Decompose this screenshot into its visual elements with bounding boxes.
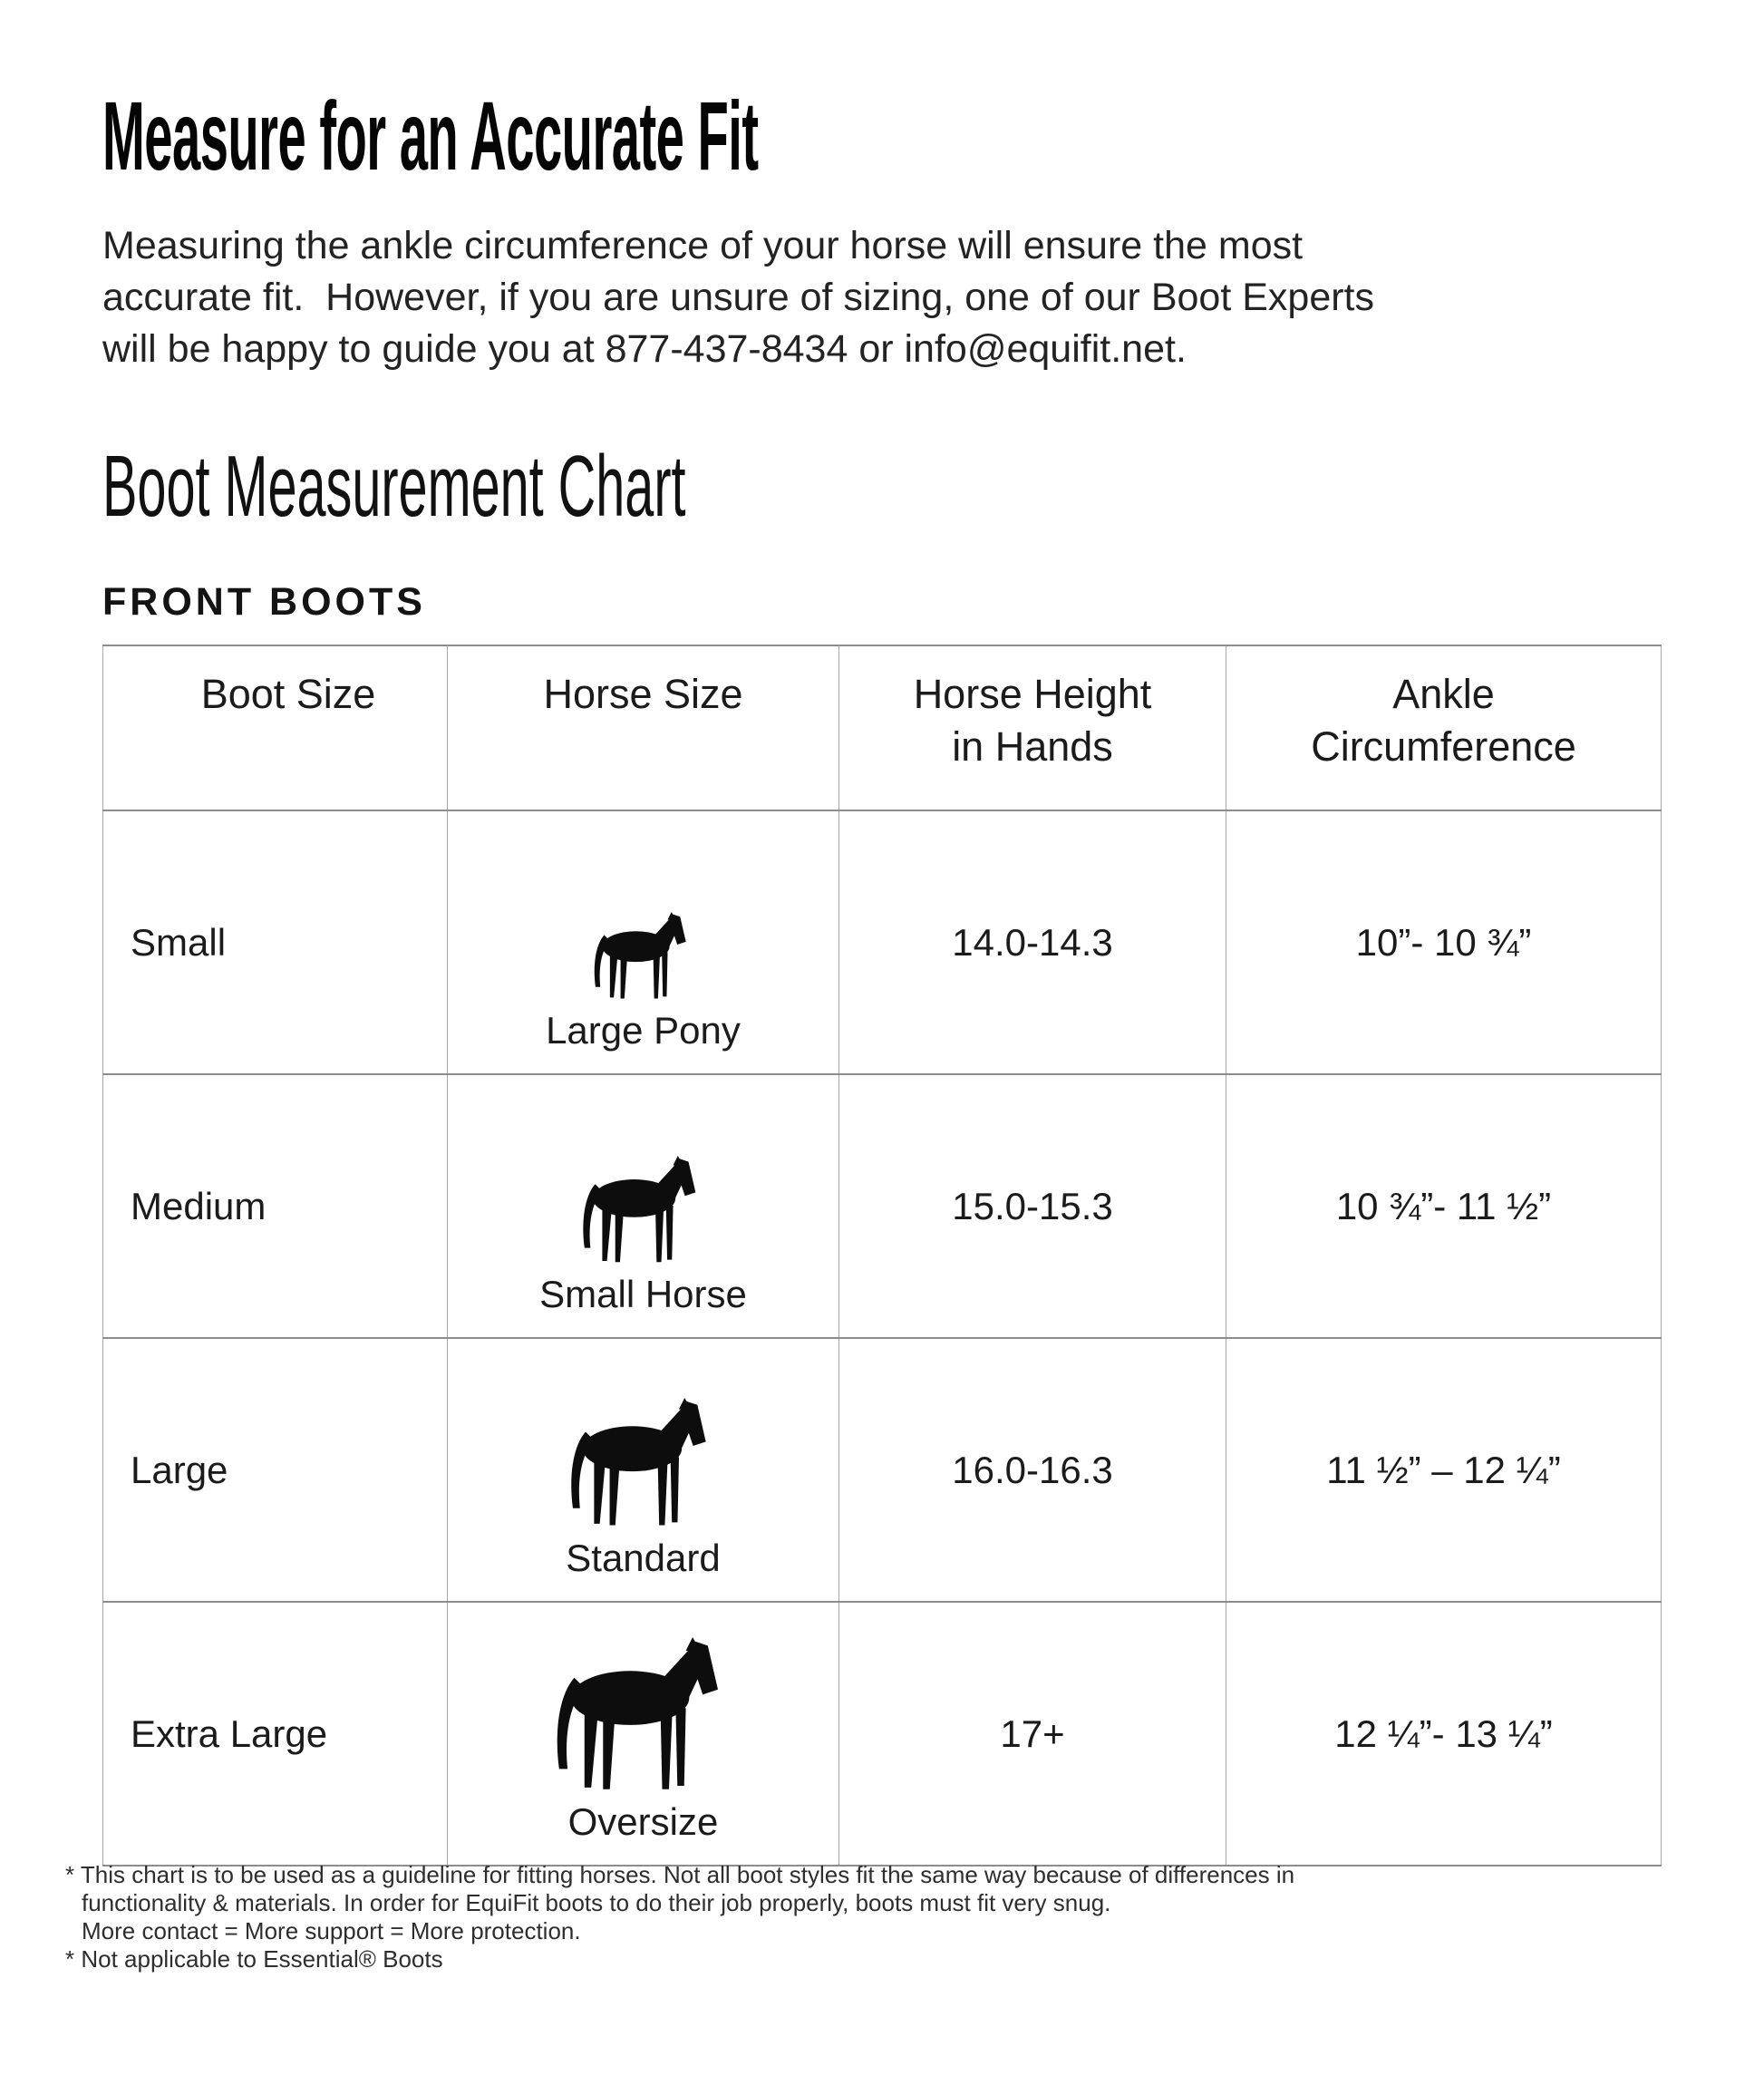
header-line: Horse Size [543, 671, 743, 717]
column-header-boot-size [103, 645, 448, 810]
horse-size-cell [448, 1074, 839, 1338]
horse-silhouette-icon [532, 1637, 755, 1792]
horse-size-label: Oversize [567, 1800, 719, 1843]
header-line: Ankle [1392, 671, 1495, 717]
ankle-circumference-cell: 10”- 10 ¾” [1226, 810, 1662, 1074]
table-row-medium [103, 1074, 1662, 1338]
horse-size-cell [448, 1602, 839, 1866]
page-title-text: Measure for an Accurate Fit [102, 81, 759, 190]
boot-size-cell: Medium [103, 1074, 448, 1338]
footnote-line: functionality & materials. In order for EquiFit boots to do their job properly, boots must fit very snug. [82, 1889, 1111, 1916]
horse-height-cell: 14.0-14.3 [839, 810, 1226, 1074]
horse-size-label: Large Pony [546, 1009, 741, 1052]
horse-figure [448, 1637, 838, 1865]
horse-height-cell: 17+ [839, 1602, 1226, 1866]
header-line: Horse Height [913, 671, 1152, 717]
header-line: Circumference [1311, 723, 1576, 770]
boot-size-cell: Small [103, 810, 448, 1074]
intro-paragraph [102, 220, 1374, 375]
horse-height-cell: 15.0-15.3 [839, 1074, 1226, 1338]
column-header-horse-height [839, 645, 1226, 810]
ankle-circumference-cell: 10 ¾”- 11 ½” [1226, 1074, 1662, 1338]
column-header-horse-size [448, 645, 839, 810]
horse-silhouette-icon [580, 912, 707, 1001]
boot-size-cell: Large [103, 1338, 448, 1602]
horse-figure [448, 1156, 838, 1337]
boot-size-cell: Extra Large [103, 1602, 448, 1866]
horse-figure [448, 912, 838, 1073]
table-row-large [103, 1338, 1662, 1602]
table-row-small [103, 810, 1662, 1074]
horse-size-label: Standard [566, 1537, 721, 1579]
intro-line: will be happy to guide you at 877-437-8434 or info@equifit.net. [102, 327, 1187, 371]
ankle-circumference-cell: 12 ¼”- 13 ¼” [1226, 1602, 1662, 1866]
header-line: in Hands [952, 723, 1113, 770]
table-header-row [103, 645, 1662, 810]
intro-line: Measuring the ankle circumference of your horse will ensure the most [102, 224, 1304, 267]
column-header-ankle-circumference [1226, 645, 1662, 810]
footnote-line: More contact = More support = More protection. [82, 1917, 581, 1944]
ankle-circumference-cell: 11 ½” – 12 ¼” [1226, 1338, 1662, 1602]
horse-size-label: Small Horse [539, 1273, 747, 1315]
footnote-line: * This chart is to be used as a guideline for fitting horses. Not all boot styles fit the same way because of differences in [65, 1861, 1295, 1888]
horse-silhouette-icon [550, 1398, 737, 1528]
header-line: Boot Size [200, 671, 376, 717]
horse-figure [448, 1398, 838, 1601]
horse-height-cell: 16.0-16.3 [839, 1338, 1226, 1602]
page-title [102, 81, 1363, 190]
horse-size-cell [448, 1338, 839, 1602]
section-heading-text: Boot Measurement Chart [102, 438, 686, 535]
intro-line: accurate fit. However, if you are unsure of sizing, one of our Boot Experts [102, 276, 1375, 319]
front-boots-label: FRONT BOOTS [102, 580, 426, 624]
horse-silhouette-icon [566, 1156, 722, 1265]
section-heading [102, 438, 1075, 535]
footnote-line: * Not applicable to Essential® Boots [65, 1945, 443, 1973]
horse-size-cell [448, 810, 839, 1074]
boot-measurement-table [102, 645, 1662, 1867]
table-row-extra-large [103, 1602, 1662, 1866]
footnotes [65, 1861, 1294, 1973]
